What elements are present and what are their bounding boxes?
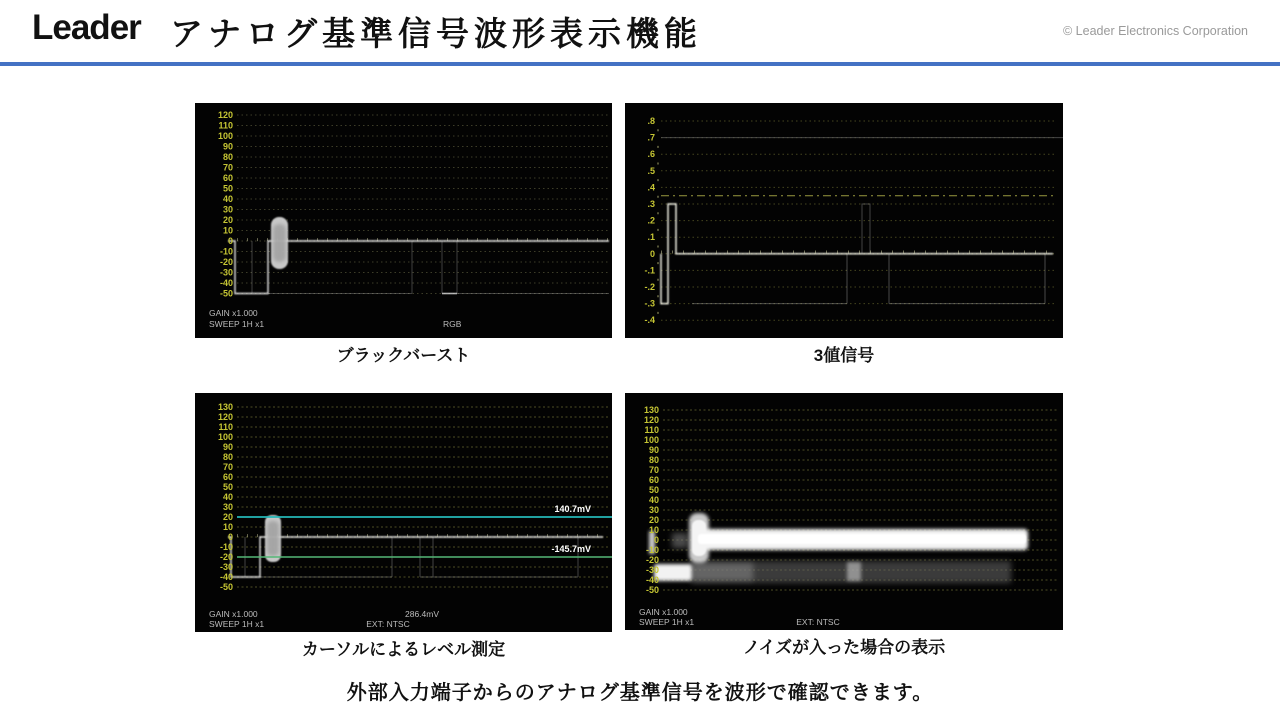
- svg-text:110: 110: [218, 120, 233, 131]
- svg-text:0: 0: [227, 532, 233, 542]
- svg-text:60: 60: [222, 173, 233, 183]
- trilevel-waveform-plot: [625, 103, 1063, 338]
- svg-text:10: 10: [222, 522, 233, 532]
- svg-text:90: 90: [222, 442, 233, 452]
- svg-text:.5: .5: [647, 165, 655, 176]
- blackburst-waveform-plot: [195, 103, 612, 338]
- svg-text:80: 80: [222, 452, 233, 462]
- svg-text:-20: -20: [219, 257, 233, 267]
- svg-text:0: 0: [653, 535, 659, 545]
- svg-text:60: 60: [222, 472, 233, 482]
- svg-text:-50: -50: [219, 288, 233, 299]
- svg-text:.1: .1: [647, 232, 655, 243]
- noise-y-axis-labels: [644, 405, 659, 595]
- svg-text:0: 0: [227, 236, 233, 246]
- svg-text:120: 120: [217, 110, 233, 120]
- svg-text:80: 80: [222, 152, 233, 162]
- ext-ref-readout: EXT: NTSC: [796, 617, 840, 627]
- blackburst-trace-faint: [252, 241, 609, 294]
- svg-text:40: 40: [222, 492, 233, 502]
- blackburst-grid: [237, 115, 609, 294]
- svg-text:40: 40: [648, 495, 659, 505]
- svg-text:20: 20: [648, 515, 659, 525]
- svg-text:50: 50: [222, 183, 233, 194]
- cursor-waveform-plot: [195, 393, 612, 632]
- svg-text:30: 30: [648, 505, 659, 515]
- svg-text:-.3: -.3: [644, 298, 655, 309]
- svg-text:10: 10: [222, 225, 233, 236]
- svg-text:130: 130: [217, 402, 233, 412]
- noise-waveform-plot: [625, 393, 1063, 630]
- trilevel-y-axis-labels: [644, 116, 655, 325]
- gain-readout: GAIN x1.000: [209, 308, 258, 318]
- waveform-screen-blackburst: [195, 103, 612, 338]
- ext-ref-readout: EXT: NTSC: [366, 619, 410, 629]
- svg-text:.8: .8: [647, 116, 655, 126]
- svg-text:-40: -40: [219, 278, 233, 288]
- sweep-readout: SWEEP 1H x1: [209, 319, 265, 329]
- svg-text:30: 30: [222, 502, 233, 512]
- waveform-screen-trilevel: [625, 103, 1063, 338]
- svg-text:50: 50: [648, 485, 659, 495]
- svg-text:-30: -30: [645, 565, 659, 575]
- svg-text:.3: .3: [647, 199, 655, 209]
- cursor-low-readout: -145.7mV: [551, 544, 591, 554]
- svg-text:-10: -10: [645, 545, 659, 555]
- svg-text:110: 110: [218, 422, 233, 432]
- svg-text:70: 70: [222, 162, 233, 173]
- leader-logo: Leader: [32, 8, 141, 47]
- gain-readout: GAIN x1.000: [209, 609, 258, 619]
- colorburst-blob: [265, 515, 281, 562]
- svg-text:100: 100: [217, 131, 233, 141]
- waveform-screen-cursor: [195, 393, 612, 632]
- svg-text:-40: -40: [219, 572, 233, 582]
- svg-text:.7: .7: [647, 132, 655, 143]
- svg-text:60: 60: [648, 475, 659, 485]
- svg-text:90: 90: [222, 141, 233, 152]
- svg-text:50: 50: [222, 482, 233, 492]
- svg-text:20: 20: [222, 215, 233, 225]
- svg-text:90: 90: [648, 445, 659, 455]
- svg-text:-20: -20: [645, 555, 659, 565]
- svg-text:100: 100: [217, 432, 233, 442]
- svg-text:-50: -50: [645, 585, 659, 595]
- svg-text:80: 80: [648, 455, 659, 465]
- cursor-grid: [237, 407, 610, 587]
- noise-trace: [649, 513, 1028, 583]
- svg-text:10: 10: [648, 525, 659, 535]
- svg-text:20: 20: [222, 512, 233, 522]
- svg-text:30: 30: [222, 204, 233, 215]
- svg-text:.6: .6: [647, 149, 655, 160]
- svg-text:-50: -50: [219, 582, 233, 592]
- svg-text:-20: -20: [219, 552, 233, 562]
- svg-text:-30: -30: [219, 267, 233, 278]
- caption-trilevel: 3値信号: [813, 346, 875, 365]
- channel-mode-readout: RGB: [443, 319, 462, 329]
- cursor-y-axis-labels: [218, 402, 233, 592]
- footer-note: 外部入力端子からのアナログ基準信号を波形で確認できます。: [346, 682, 934, 704]
- blackburst-y-axis-labels: [218, 110, 233, 299]
- caption-cursor: カーソルによるレベル測定: [301, 640, 506, 659]
- svg-text:120: 120: [217, 412, 233, 422]
- svg-text:-10: -10: [219, 542, 233, 552]
- svg-text:-.2: -.2: [644, 282, 655, 292]
- gain-readout: GAIN x1.000: [639, 607, 688, 617]
- svg-text:-.4: -.4: [644, 315, 655, 326]
- sweep-readout: SWEEP 1H x1: [639, 617, 695, 627]
- svg-text:-10: -10: [219, 246, 233, 257]
- cursor-high-readout: 140.7mV: [554, 504, 591, 514]
- svg-text:120: 120: [643, 415, 659, 425]
- svg-text:110: 110: [644, 425, 659, 435]
- copyright-text: © Leader Electronics Corporation: [1063, 24, 1248, 38]
- svg-text:-30: -30: [219, 562, 233, 572]
- waveform-screen-noise: [625, 393, 1063, 630]
- trilevel-grid: [661, 121, 1057, 320]
- svg-text:100: 100: [643, 435, 659, 445]
- colorburst-blob: [271, 217, 288, 269]
- page-title: アナログ基準信号波形表示機能: [170, 15, 702, 52]
- svg-text:40: 40: [222, 194, 233, 204]
- svg-text:-40: -40: [645, 575, 659, 585]
- svg-text:0: 0: [649, 248, 655, 259]
- cursor-delta-readout: 286.4mV: [404, 609, 440, 619]
- svg-text:130: 130: [643, 405, 659, 415]
- sweep-readout: SWEEP 1H x1: [209, 619, 265, 629]
- trilevel-trace: [661, 204, 1053, 304]
- caption-blackburst: ブラックバースト: [336, 346, 471, 365]
- svg-text:.4: .4: [647, 182, 655, 193]
- svg-text:-.1: -.1: [644, 265, 655, 276]
- header-divider: [0, 62, 1280, 66]
- svg-text:70: 70: [222, 462, 233, 472]
- svg-text:.2: .2: [647, 215, 655, 226]
- caption-noise: ノイズが入った場合の表示: [742, 638, 946, 657]
- svg-text:70: 70: [648, 465, 659, 475]
